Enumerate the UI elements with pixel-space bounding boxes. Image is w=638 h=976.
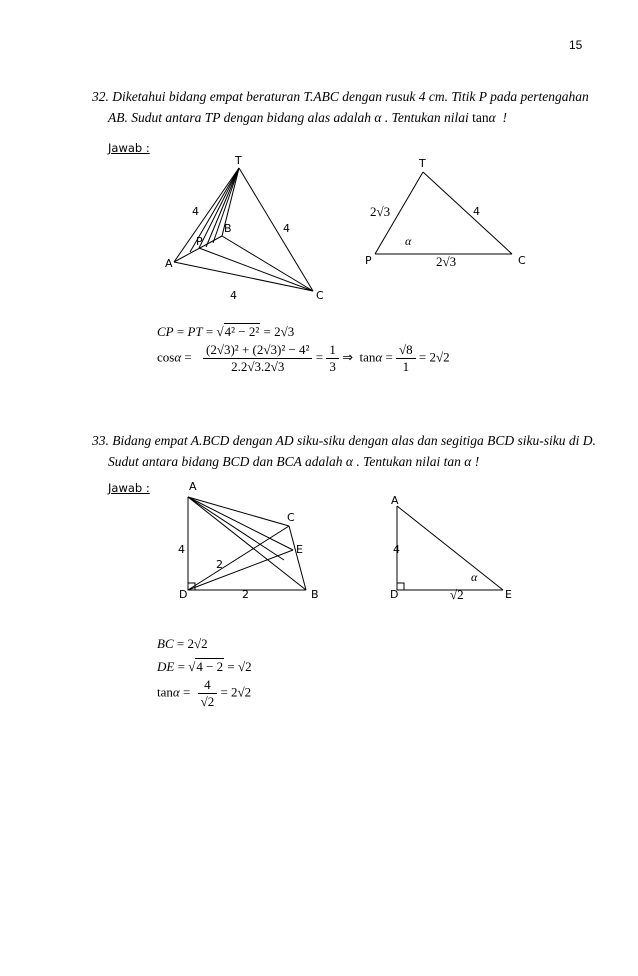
side-de-length: √2: [450, 587, 464, 602]
triangle-vertex-c-label: C: [518, 254, 526, 267]
eq-sign: =: [176, 324, 185, 339]
eq-sign: =: [220, 684, 228, 700]
problem-33-text-2: . Tentukan nilai tan: [352, 454, 465, 469]
tan-fraction: [198, 677, 218, 710]
eq-sign: =: [418, 349, 427, 365]
vertex-c-label: C: [287, 511, 295, 524]
cos-denominator: 2.2√3.2√3: [231, 359, 285, 374]
eq-result: 2√3: [274, 324, 295, 339]
side-tp-length: 2√3: [370, 204, 391, 219]
equation-cos: [157, 342, 450, 375]
problem-33-line-1: 33. Bidang empat A.BCD dengan AD siku-siku dengan alas dan segitiga BCD siku-siku di D.: [92, 433, 596, 448]
fraction-denominator: 3: [329, 359, 336, 374]
implies-arrow: ⇒: [342, 349, 353, 365]
eq-lhs: BC: [157, 636, 174, 651]
edge-ac-length: 4: [230, 289, 237, 302]
jawab-label-32: Jawab :: [108, 141, 150, 155]
fraction-numerator: 1: [326, 342, 339, 359]
vertex-c-label: C: [316, 289, 324, 302]
equation-bc: [157, 636, 208, 652]
jawab-label-33: Jawab :: [108, 481, 150, 495]
vertex-a-label: A: [189, 480, 197, 493]
problem-32-line-1: 32. Diketahui bidang empat beraturan T.ABC dengan rusuk 4 cm. Titik P pada pertengahan: [92, 89, 589, 104]
problem-32-text-2: . Tentukan nilai: [381, 110, 473, 125]
eq-radicand: 4² − 2²: [224, 324, 260, 339]
tan-label: tan: [472, 110, 489, 125]
side-pc-length: 2√3: [436, 254, 457, 269]
tan-result: 2√2: [429, 349, 450, 365]
tan-denominator: 1: [402, 359, 410, 374]
equation-cp: CP = PT = √4² − 2² = 2√3: [157, 324, 295, 339]
page-number: 15: [569, 38, 583, 52]
eq-sign: =: [184, 349, 192, 365]
eq-sign: =: [176, 636, 185, 651]
vertex-d-label: D: [179, 588, 188, 601]
triangle-vertex-d-label: D: [390, 588, 399, 601]
side-ad-length: 4: [393, 543, 400, 556]
alpha-symbol: α: [464, 454, 472, 469]
eq-sign: =: [177, 659, 185, 674]
eq-sign: =: [227, 659, 235, 674]
tan-label: tan: [359, 349, 376, 365]
eq-result: √2: [238, 659, 252, 674]
problem-33-text: Sudut antara bidang BCD dan BCA adalah: [108, 454, 346, 469]
eq-lhs: CP: [157, 324, 174, 339]
edge-tc-length: 4: [283, 222, 290, 235]
alpha-symbol: α: [488, 110, 496, 125]
edge-db-length: 2: [242, 588, 249, 601]
vertex-t-label: T: [235, 154, 242, 167]
cos-fraction: [203, 342, 312, 375]
vertex-a-label: A: [165, 257, 173, 270]
side-tc-length: 4: [473, 205, 480, 218]
edge-de-length: 2: [216, 558, 223, 571]
edge-ad-length: 4: [178, 543, 185, 556]
eq-sign: =: [263, 324, 271, 339]
point-e-label: E: [296, 543, 303, 556]
alpha-symbol: α: [375, 349, 383, 365]
cos-numerator: (2√3)² + (2√3)² − 4²: [203, 342, 312, 359]
alpha-symbol: α: [374, 110, 382, 125]
triangle-vertex-t-label: T: [419, 157, 426, 170]
eq-lhs: DE: [157, 659, 175, 674]
triangle-vertex-e-label: E: [505, 588, 512, 601]
tan-result: 2√2: [231, 684, 252, 700]
eq-result: 2√2: [187, 636, 208, 651]
eq-sign: =: [182, 684, 191, 700]
eq-pt: PT: [187, 324, 203, 339]
edge-ta-length: 4: [192, 205, 199, 218]
exclamation: !: [471, 454, 480, 469]
cos-label: cos: [157, 349, 175, 365]
triangle-vertex-p-label: P: [365, 254, 372, 267]
vertex-b-label: B: [311, 588, 319, 601]
tan-fraction: [396, 342, 416, 375]
equation-de: DE = √4 − 2 = √2: [157, 659, 252, 674]
tan-numerator: √8: [396, 342, 416, 359]
alpha-symbol: α: [172, 684, 180, 700]
exclamation: !: [502, 110, 507, 125]
vertex-b-label: B: [224, 222, 232, 235]
one-third-fraction: [326, 342, 339, 375]
problem-32-text: AB. Sudut antara TP dengan bidang alas adalah: [108, 110, 375, 125]
triangle-vertex-a-label: A: [391, 494, 399, 507]
eq-sign: =: [205, 324, 214, 339]
tan-numerator: 4: [198, 677, 218, 694]
angle-alpha-label: α: [471, 570, 478, 584]
alpha-symbol: α: [174, 349, 182, 365]
alpha-symbol: α: [345, 454, 353, 469]
problem-33-line-2: [108, 451, 479, 472]
tan-denominator: √2: [200, 694, 215, 709]
eq-sign: =: [315, 349, 324, 365]
tan-label: tan: [157, 684, 173, 700]
eq-radicand: 4 − 2: [196, 659, 224, 674]
angle-alpha-label: α: [405, 234, 412, 248]
point-p-label: P: [196, 235, 203, 248]
equation-tan: [157, 677, 251, 710]
eq-sign: =: [385, 349, 393, 365]
